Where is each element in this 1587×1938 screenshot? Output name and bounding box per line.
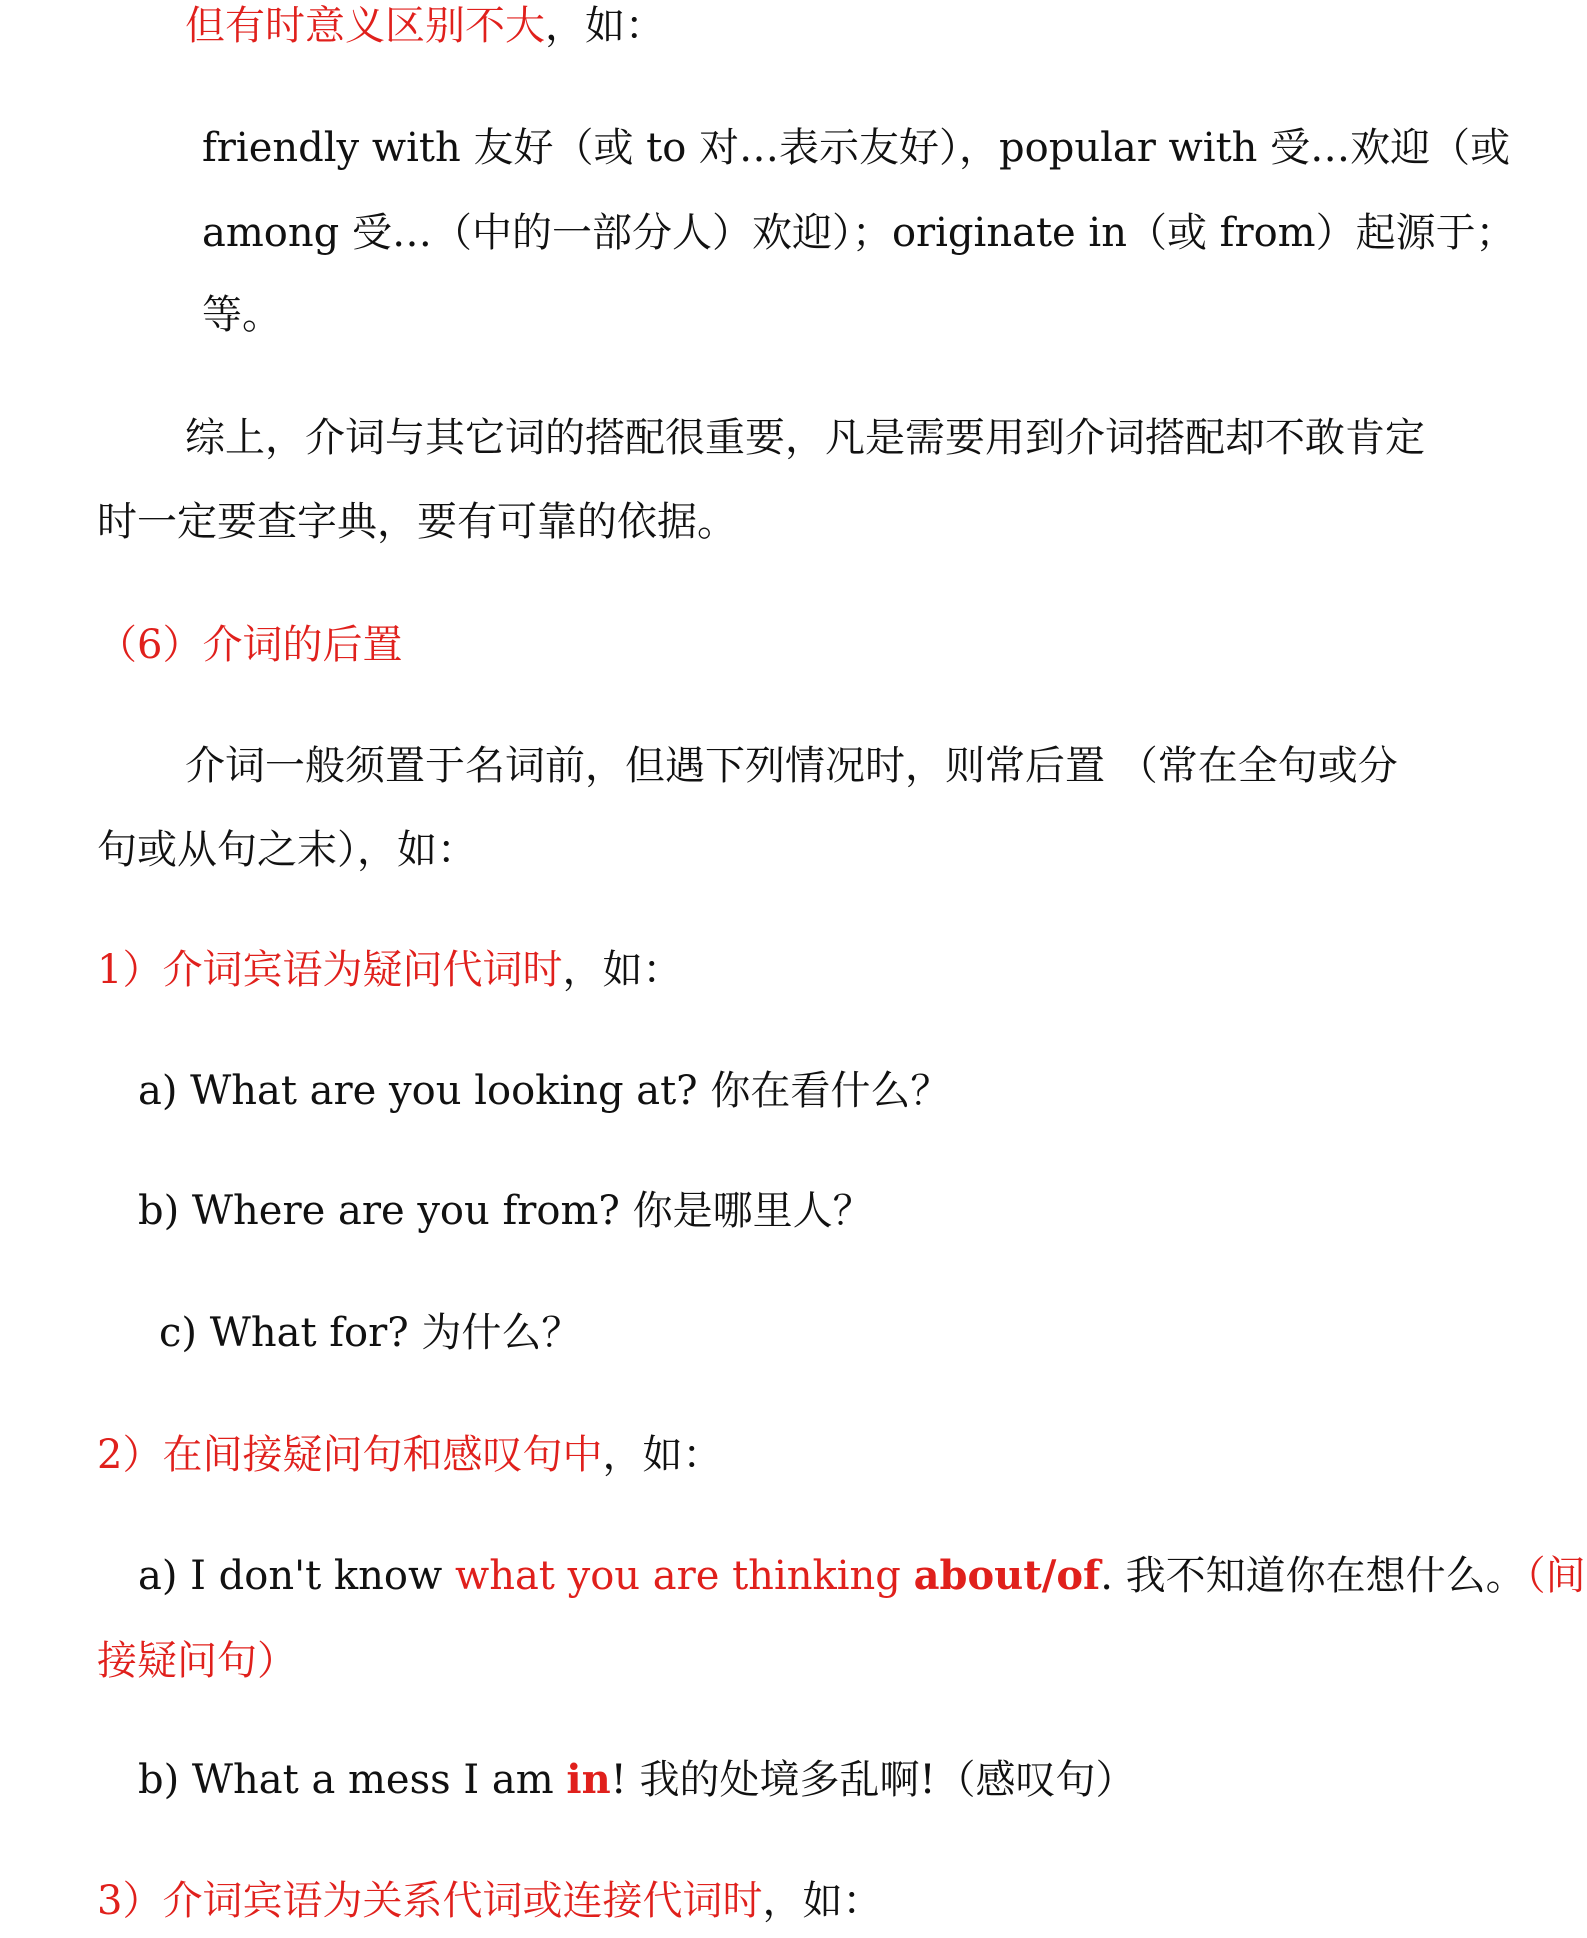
text-line-1 [185, 0, 665, 54]
text-span: ! 我的处境多乱啊!（感叹句） [610, 1757, 1136, 1803]
text-span: a) I don't know [138, 1553, 455, 1599]
emphasized-preposition: in [566, 1756, 611, 1803]
text-line-5: 综上，介词与其它词的搭配很重要，凡是需要用到介词搭配却不敢肯定 [185, 415, 1425, 461]
text-span: ，如： [545, 3, 665, 49]
highlighted-text: 2）在间接疑问句和感叹句中 [97, 1432, 603, 1478]
subheading-2 [97, 1427, 722, 1483]
highlighted-text: 但有时意义区别不大 [185, 3, 545, 49]
subheading-1 [97, 942, 682, 998]
section-heading: （6）介词的后置 [97, 622, 403, 668]
text-line-3: among 受…（中的一部分人）欢迎）；originate in（或 from）起源于； [202, 210, 1516, 256]
example-line: a) What are you looking at? 你在看什么？ [138, 1068, 951, 1114]
example-line [138, 1752, 1136, 1808]
text-span: ，如： [602, 1432, 723, 1478]
example-line: c) What for? 为什么？ [159, 1310, 582, 1356]
text-span: ，如： [762, 1878, 883, 1924]
text-line-8: 介词一般须置于名词前，但遇下列情况时，则常后置 （常在全句或分 [185, 743, 1398, 789]
example-line: b) Where are you from? 你是哪里人？ [138, 1188, 873, 1234]
subheading-3 [97, 1873, 882, 1929]
text-line-9: 句或从句之末），如： [97, 827, 477, 873]
text-line-6: 时一定要查字典，要有可靠的依据。 [97, 499, 737, 545]
text-span: . 我不知道你在想什么。 [1100, 1553, 1526, 1599]
emphasized-preposition: about/of [913, 1552, 1101, 1599]
example-line [138, 1548, 1586, 1604]
highlighted-text: 1）介词宾语为疑问代词时 [97, 947, 563, 993]
text-line-4: 等。 [202, 292, 282, 338]
text-line-2: friendly with 友好（或 to 对…表示友好），popular with 受…欢迎（或 [202, 125, 1511, 171]
highlighted-text: 3）介词宾语为关系代词或连接代词时 [97, 1878, 763, 1924]
text-span: ，如： [562, 947, 683, 993]
text-line-16: 接疑问句） [97, 1638, 297, 1684]
highlighted-text: what you are thinking [454, 1553, 914, 1599]
text-span: b) What a mess I am [138, 1757, 567, 1803]
highlighted-text: （间 [1525, 1553, 1586, 1599]
